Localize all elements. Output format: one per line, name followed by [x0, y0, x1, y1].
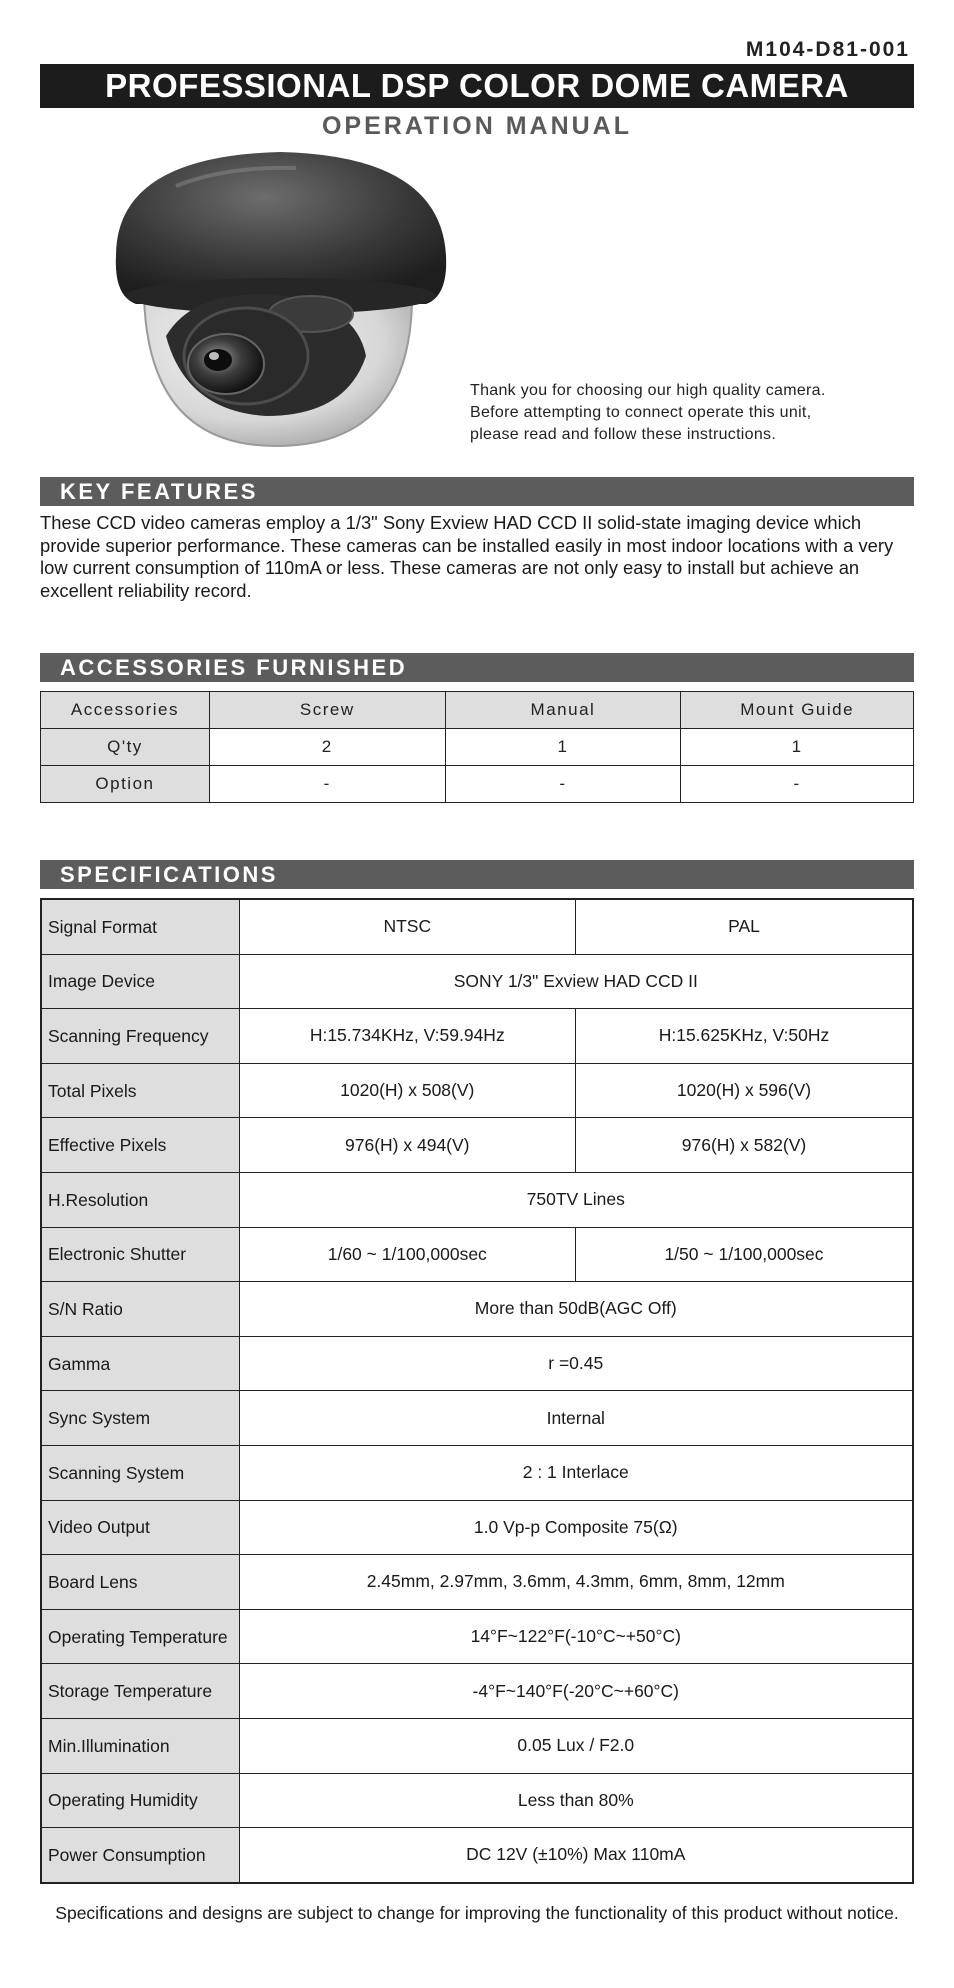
spec-value-pal: H:15.625KHz, V:50Hz [576, 1009, 914, 1064]
spec-value: Less than 80% [239, 1773, 913, 1828]
spec-row [41, 1773, 913, 1828]
spec-value-ntsc: H:15.734KHz, V:59.94Hz [239, 1009, 575, 1064]
spec-label: Min.Illumination [41, 1718, 239, 1773]
spec-label: Sync System [41, 1391, 239, 1446]
spec-value: 2 : 1 Interlace [239, 1445, 913, 1500]
spec-row [41, 1664, 913, 1719]
table-row [41, 692, 914, 729]
spec-label: Image Device [41, 954, 239, 1009]
table-cell: Screw [209, 692, 445, 729]
document-title: PROFESSIONAL DSP COLOR DOME CAMERA [40, 64, 914, 108]
spec-row [41, 1009, 913, 1064]
spec-value-pal: 1020(H) x 596(V) [576, 1063, 914, 1118]
spec-label: Electronic Shutter [41, 1227, 239, 1282]
table-cell: 2 [209, 729, 445, 766]
spec-value: 750TV Lines [239, 1172, 913, 1227]
spec-value: SONY 1/3" Exview HAD CCD II [239, 954, 913, 1009]
spec-row [41, 1445, 913, 1500]
table-cell: Q'ty [41, 729, 210, 766]
document-subtitle: OPERATION MANUAL [321, 112, 633, 140]
spec-label: Total Pixels [41, 1063, 239, 1118]
spec-row [41, 1391, 913, 1446]
spec-row [41, 1118, 913, 1173]
spec-label: Signal Format [41, 899, 239, 954]
spec-row [41, 1609, 913, 1664]
table-cell: 1 [681, 729, 914, 766]
spec-row [41, 954, 913, 1009]
spec-value: 2.45mm, 2.97mm, 3.6mm, 4.3mm, 6mm, 8mm, 12mm [239, 1555, 913, 1610]
spec-value-pal: PAL [576, 899, 914, 954]
intro-line: Thank you for choosing our high quality camera. [470, 382, 826, 399]
table-cell: Option [41, 766, 210, 803]
spec-value: -4°F~140°F(-20°C~+60°C) [239, 1664, 913, 1719]
spec-label: Operating Temperature [41, 1609, 239, 1664]
intro-text [470, 380, 910, 446]
table-cell: 1 [445, 729, 681, 766]
spec-value: DC 12V (±10%) Max 110mA [239, 1828, 913, 1883]
spec-row [41, 899, 913, 954]
accessories-table [40, 691, 914, 803]
spec-label: Storage Temperature [41, 1664, 239, 1719]
spec-value: More than 50dB(AGC Off) [239, 1282, 913, 1337]
intro-line: Before attempting to connect operate this unit, [470, 404, 812, 421]
spec-value: r =0.45 [239, 1336, 913, 1391]
spec-row [41, 1336, 913, 1391]
accessories-heading: ACCESSORIES FURNISHED [40, 653, 914, 682]
table-row [41, 766, 914, 803]
spec-label: Power Consumption [41, 1828, 239, 1883]
spec-row [41, 1555, 913, 1610]
spec-value-ntsc: 1020(H) x 508(V) [239, 1063, 575, 1118]
spec-label: Video Output [41, 1500, 239, 1555]
table-row [41, 729, 914, 766]
spec-label: Board Lens [41, 1555, 239, 1610]
intro-line: please read and follow these instructions. [470, 426, 777, 443]
footnote: Specifications and designs are subject to change for improving the functionality of this product without notice. [55, 1903, 899, 1923]
spec-value-ntsc: 976(H) x 494(V) [239, 1118, 575, 1173]
spec-value-pal: 976(H) x 582(V) [576, 1118, 914, 1173]
key-features-heading: KEY FEATURES [40, 477, 914, 506]
spec-row [41, 1282, 913, 1337]
spec-value-ntsc: NTSC [239, 899, 575, 954]
table-cell: Mount Guide [681, 692, 914, 729]
dome-camera-image [96, 146, 456, 456]
table-cell: Accessories [41, 692, 210, 729]
model-number: M104-D81-001 [745, 38, 910, 61]
table-cell: - [445, 766, 681, 803]
spec-row [41, 1828, 913, 1883]
spec-value: Internal [239, 1391, 913, 1446]
spec-value-pal: 1/50 ~ 1/100,000sec [576, 1227, 914, 1282]
spec-value: 14°F~122°F(-10°C~+50°C) [239, 1609, 913, 1664]
spec-row [41, 1063, 913, 1118]
spec-label: Operating Humidity [41, 1773, 239, 1828]
spec-label: Scanning Frequency [41, 1009, 239, 1064]
spec-row [41, 1172, 913, 1227]
spec-row [41, 1500, 913, 1555]
spec-label: Effective Pixels [41, 1118, 239, 1173]
spec-row [41, 1718, 913, 1773]
specifications-table [40, 898, 914, 1884]
spec-label: Scanning System [41, 1445, 239, 1500]
spec-label: H.Resolution [41, 1172, 239, 1227]
specifications-heading: SPECIFICATIONS [40, 860, 914, 889]
spec-label: Gamma [41, 1336, 239, 1391]
key-features-text: These CCD video cameras employ a 1/3" Sony Exview HAD CCD II solid-state imaging device which provide superior performance. These cameras can be installed easily in most indoor locations with a very low current consumption of 110mA or less. These cameras are not only easy to install but achieve an excellent reliability record. [40, 512, 894, 601]
table-cell: - [681, 766, 914, 803]
table-cell: - [209, 766, 445, 803]
spec-value: 0.05 Lux / F2.0 [239, 1718, 913, 1773]
spec-row [41, 1227, 913, 1282]
spec-value: 1.0 Vp-p Composite 75(Ω) [239, 1500, 913, 1555]
spec-label: S/N Ratio [41, 1282, 239, 1337]
table-cell: Manual [445, 692, 681, 729]
spec-value-ntsc: 1/60 ~ 1/100,000sec [239, 1227, 575, 1282]
